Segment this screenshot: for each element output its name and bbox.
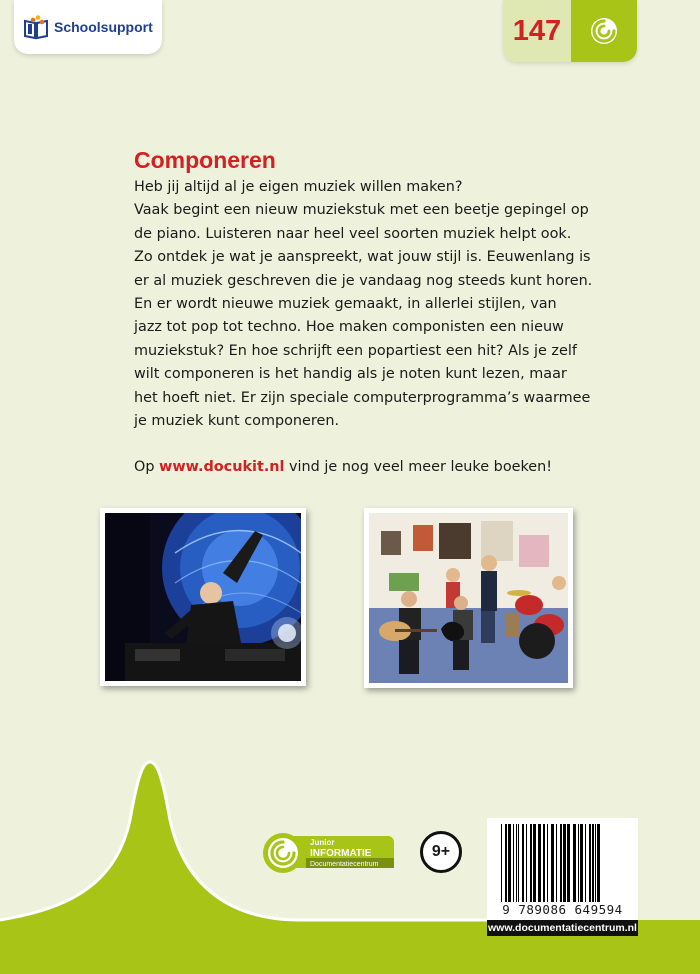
body-line: Zo ontdek je wat je aanspreekt, wat jouw stijl is. Eeuwenlang is (134, 249, 591, 266)
body-line: het hoeft niet. Er zijn speciale computerprogramma’s waarmee (134, 389, 591, 406)
series-line3: Documentatiecentrum (310, 861, 379, 868)
promo-url[interactable]: www.docukit.nl (159, 459, 285, 475)
body-line: En er wordt nieuwe muziek gemaakt, in allerlei stijlen, van (134, 296, 557, 313)
barcode-bar (505, 824, 507, 902)
isbn-digits: 9 789086 649594 (502, 902, 623, 917)
series-line1: Junior (310, 838, 335, 847)
barcode-bar (597, 824, 600, 902)
barcode-bar (522, 824, 524, 902)
barcode-bar (563, 824, 566, 902)
body-text (134, 176, 594, 433)
age-badge: 9+ (420, 831, 462, 873)
barcode-bar (580, 824, 583, 902)
barcode-bar (508, 824, 511, 902)
barcode-bar (589, 824, 591, 902)
page-number-tab (503, 0, 637, 62)
website-promo (134, 459, 552, 475)
series-logo (262, 832, 394, 878)
series-line2: INFORMATIE (310, 848, 372, 859)
dj-photo (100, 508, 306, 686)
barcode-bar (530, 824, 532, 902)
body-line: jazz tot pop tot techno. Hoe maken componisten een nieuw (134, 319, 564, 336)
barcode-bar (513, 824, 514, 902)
barcode-bar (516, 824, 517, 902)
body-line: de piano. Luisteren naar heel veel soorten muziek helpt ook. (134, 225, 572, 242)
book-logo-icon (23, 14, 49, 40)
barcode-bar (585, 824, 586, 902)
body-line: je muziek kunt componeren. (134, 413, 340, 430)
website-footer[interactable]: www.documentatiecentrum.nl (488, 922, 637, 934)
barcode-bar (592, 824, 594, 902)
barcode-bar (518, 824, 519, 902)
barcode-bar (551, 824, 554, 902)
barcode-bar (526, 824, 527, 902)
body-line: er al muziek geschreven die je vandaag nog steeds kunt horen. (134, 272, 593, 289)
barcode-bar (501, 824, 502, 902)
page-title: Componeren (134, 147, 276, 173)
body-line: Vaak begint een nieuw muziekstuk met een beetje gepingel op (134, 202, 589, 219)
publisher-logo (14, 0, 162, 54)
barcode-bar (533, 824, 536, 902)
barcode-bar (567, 824, 570, 902)
body-line: muziekstuk? En hoe schrijft een popartiest een hit? Als je zelf (134, 342, 577, 359)
publisher-name: Schoolsupport (54, 19, 153, 35)
barcode-bar (595, 824, 596, 902)
barcode-bar (538, 824, 541, 902)
promo-prefix: Op (134, 459, 160, 475)
body-line: Heb jij altijd al je eigen muziek willen maken? (134, 179, 463, 195)
body-line: wilt componeren is het handig als je noten kunt lezen, maar (134, 366, 567, 383)
page-number: 147 (503, 0, 571, 62)
barcode-bar (573, 824, 576, 902)
barcode-bar (560, 824, 562, 902)
spiral-icon (588, 15, 620, 47)
barcode-bar (578, 824, 579, 902)
barcode-bars (487, 822, 638, 904)
barcode-bar (556, 824, 557, 902)
band-photo (364, 508, 573, 688)
barcode (487, 818, 638, 920)
barcode-bar (543, 824, 545, 902)
barcode-bar (547, 824, 548, 902)
promo-suffix: vind je nog veel meer leuke boeken! (284, 459, 553, 475)
